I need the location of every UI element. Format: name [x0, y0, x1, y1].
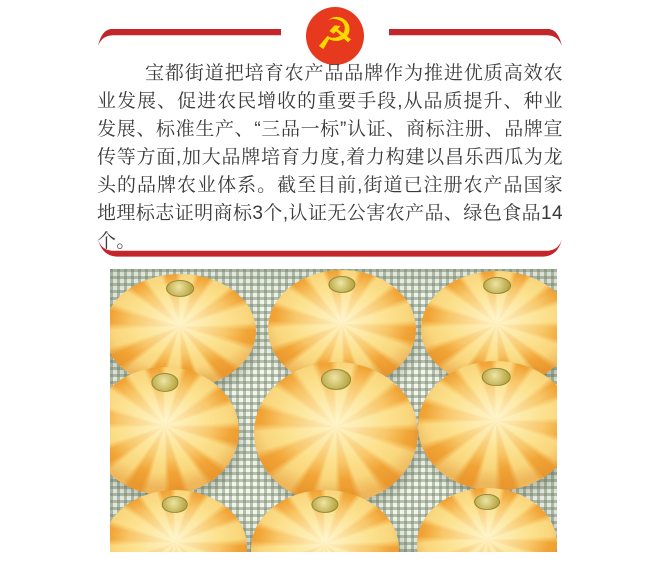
article-paragraph: 宝都街道把培育农产品品牌作为推进优质高效农业发展、促进农民增收的重要手段,从品质提升、种业发展、标准生产、“三品一标”认证、商标注册、品牌宣传等方面,加大品牌培育力度,着力构建以昌乐西瓜为龙头的品牌农业体系。截至目前,街道已注册农产品国家地理标志证明商标3个,认证无公害农产品、绿色食品14个。: [97, 63, 563, 252]
top-rule-right-swoosh: [389, 29, 562, 46]
pumpkin: [110, 367, 239, 495]
pumpkin: [251, 490, 399, 552]
top-rule-left-swoosh: [98, 29, 281, 46]
pumpkin: [110, 490, 247, 552]
pumpkin: [417, 488, 557, 552]
bottom-rule-swoosh: [98, 239, 562, 257]
hammer-and-sickle-icon: ☭: [315, 9, 355, 60]
pumpkins-photo: [110, 269, 557, 552]
pumpkin: [254, 362, 418, 504]
bottom-rule-decoration: [97, 238, 563, 258]
pumpkin: [418, 361, 557, 491]
party-emblem-badge: [306, 7, 364, 65]
